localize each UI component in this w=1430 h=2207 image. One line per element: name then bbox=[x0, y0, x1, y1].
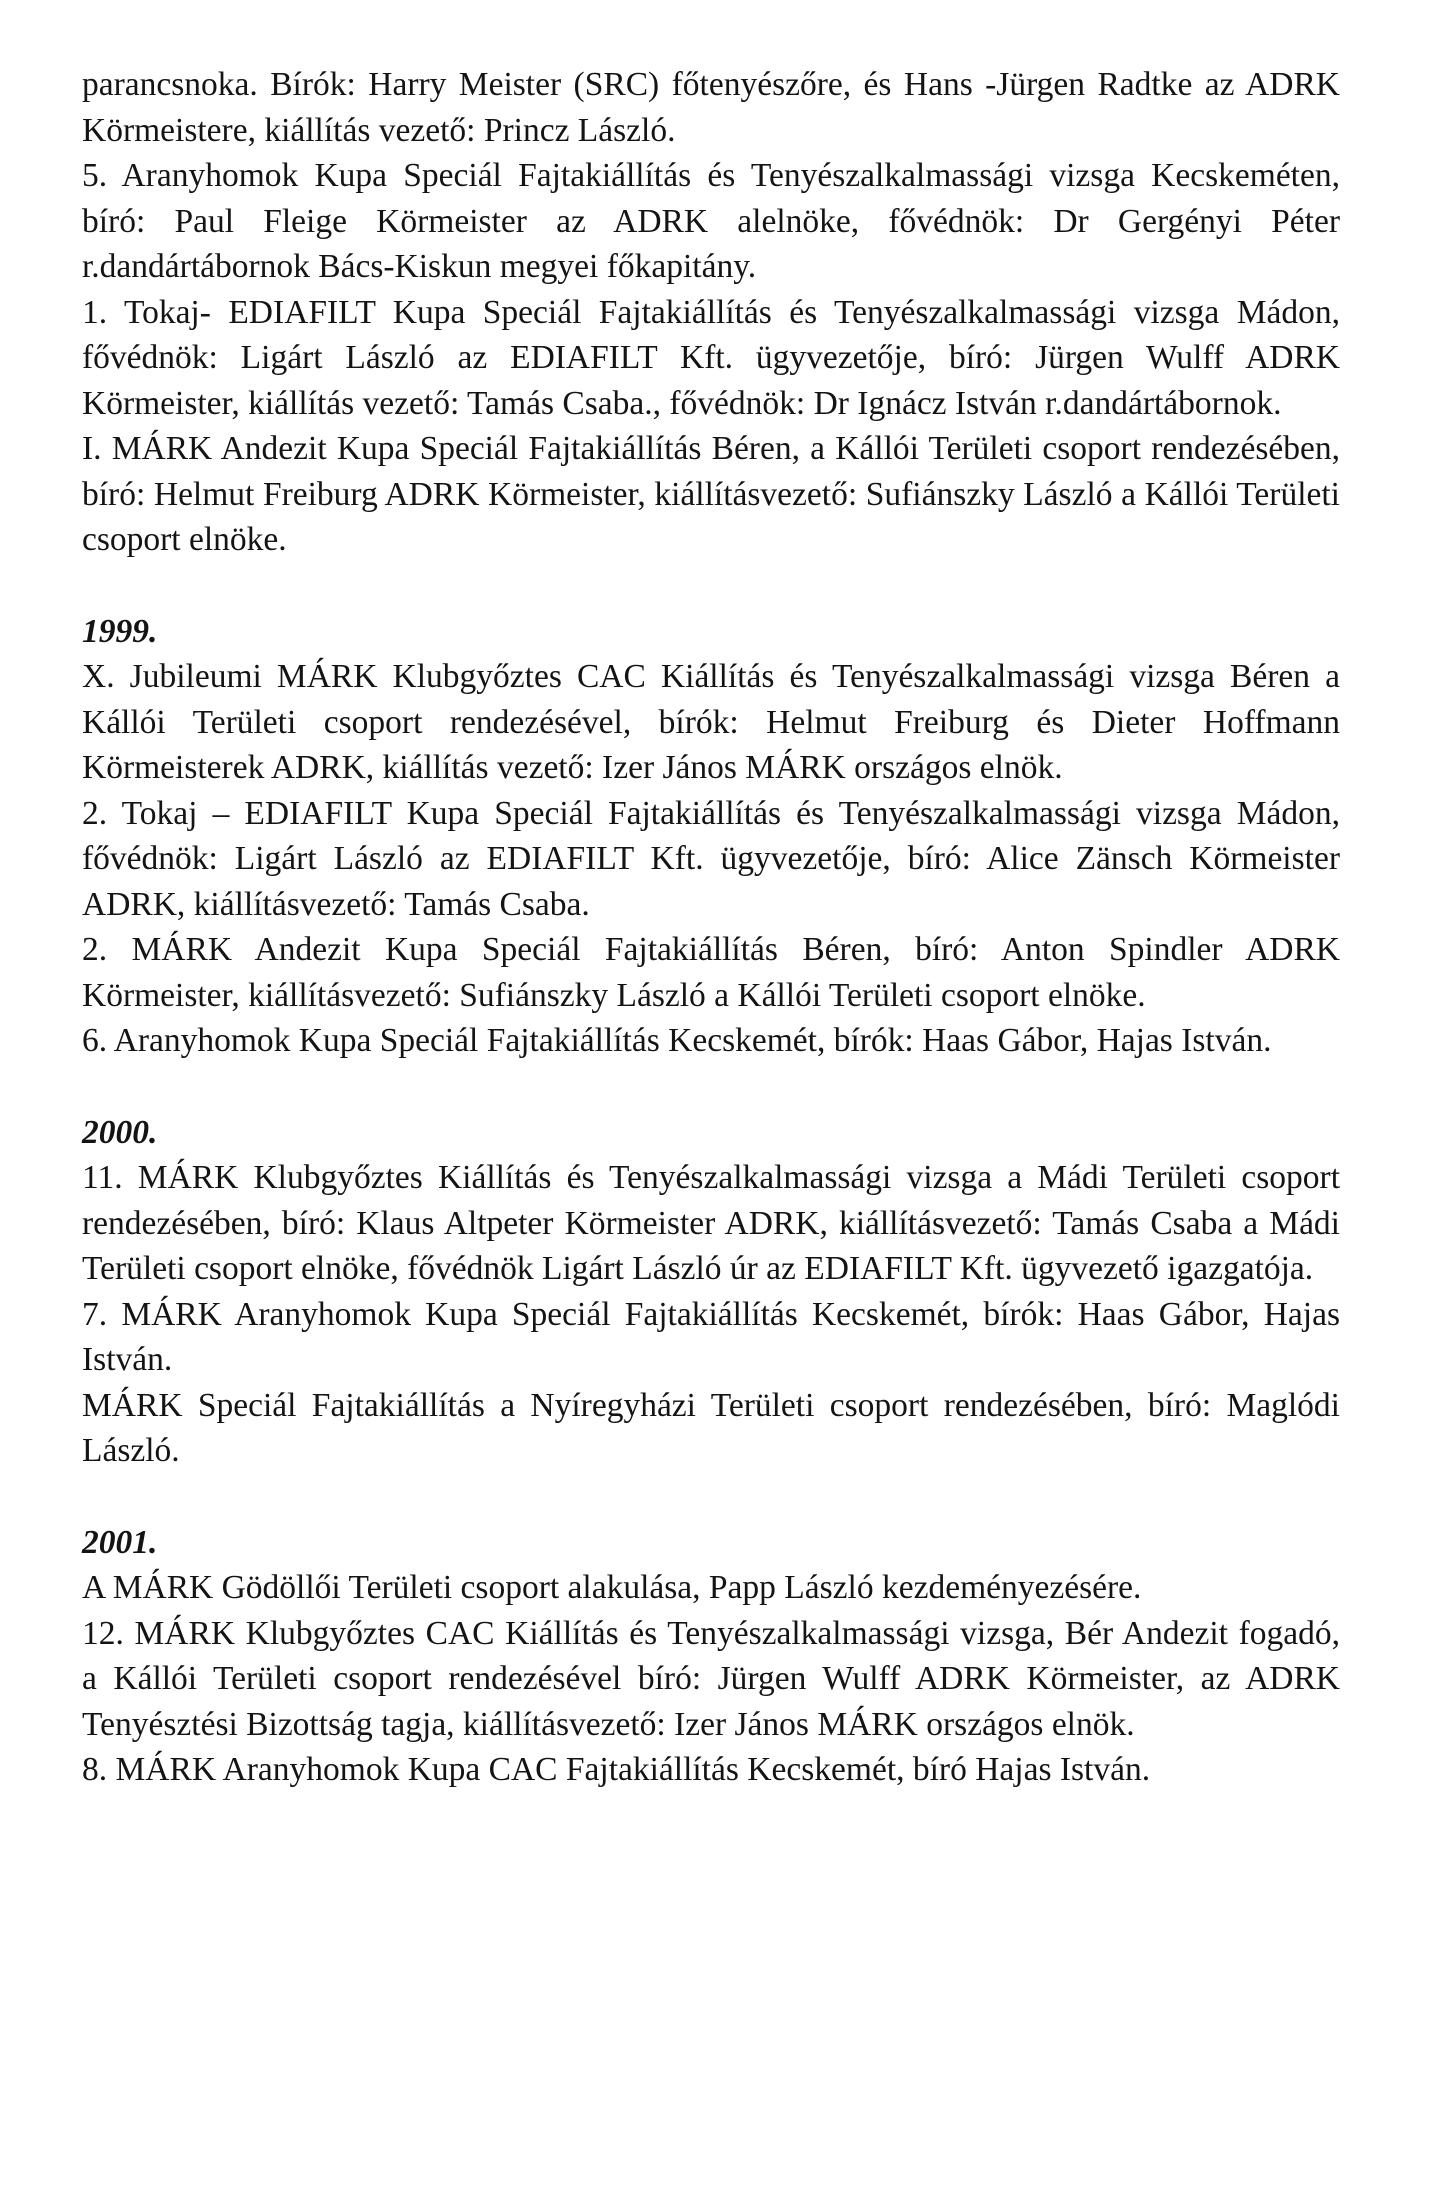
paragraph-klubgyoztes-12: 12. MÁRK Klubgyőztes CAC Kiállítás és Tenyészalkalmassági vizsga, Bér Andezit fogadó, a Kállói Területi csoport rendezésével bíró: Jürgen Wulff ADRK Körmeister, az ADRK Tenyésztési Bizottság tagja, kiállításvezető: Izer János MÁRK országos elnök. bbox=[82, 1614, 1340, 1743]
paragraph-nyiregyhazi: MÁRK Speciál Fajtakiállítás a Nyíregyházi Területi csoport rendezésében, bíró: Maglódi László. bbox=[82, 1386, 1340, 1469]
section-gap bbox=[82, 1474, 1340, 1520]
paragraph-radtke: parancsnoka. Bírók: Harry Meister (SRC) főtenyészőre, és Hans -Jürgen Radtke az ADRK Körmeistere, kiállítás vezető: Princz László. bbox=[82, 66, 1340, 149]
year-heading-1999: 1999. bbox=[82, 612, 158, 650]
paragraph-aranyhomok-8: 8. MÁRK Aranyhomok Kupa CAC Fajtakiállítás Kecskemét, bíró Hajas István. bbox=[82, 1751, 1151, 1788]
paragraph-jubileumi-x: X. Jubileumi MÁRK Klubgyőztes CAC Kiállítás és Tenyészalkalmassági vizsga Béren a Kállói Területi csoport rendezésével, bírók: Helmut Freiburg és Dieter Hoffmann Körmeisterek ADRK, kiállítás vezető: Izer János MÁRK országos elnök. bbox=[82, 658, 1340, 786]
paragraph-godolloi: A MÁRK Gödöllői Területi csoport alakulása, Papp László kezdeményezésére. bbox=[82, 1569, 1142, 1606]
document-page bbox=[82, 62, 1340, 1793]
paragraph-tokaj-2: 2. Tokaj – EDIAFILT Kupa Speciál Fajtakiállítás és Tenyészalkalmassági vizsga Mádon, fővédnök: Ligárt László az EDIAFILT Kft. ügyvezetője, bíró: Alice Zänsch Körmeister ADRK, kiállításvezető: Tamás Csaba. bbox=[82, 794, 1340, 923]
paragraph-andezit-1: I. MÁRK Andezit Kupa Speciál Fajtakiállítás Béren, a Kállói Területi csoport rendezésében, bíró: Helmut Freiburg ADRK Körmeister, kiállításvezető: Sufiánszky László a Kállói Területi csoport elnöke. bbox=[82, 430, 1340, 558]
year-heading-2001: 2001. bbox=[82, 1523, 158, 1561]
paragraph-aranyhomok-5: 5. Aranyhomok Kupa Speciál Fajtakiállítás és Tenyészalkalmassági vizsga Kecskeméten, bíró: Paul Fleige Körmeister az ADRK alelnöke, fővédnök: Dr Gergényi Péter r.dandártábornok Bács-Kiskun megyei főkapitány. bbox=[82, 157, 1340, 285]
paragraph-aranyhomok-6: 6. Aranyhomok Kupa Speciál Fajtakiállítás Kecskemét, bírók: Haas Gábor, Hajas István. bbox=[82, 1022, 1272, 1059]
paragraph-andezit-2: 2. MÁRK Andezit Kupa Speciál Fajtakiállítás Béren, bíró: Anton Spindler ADRK Körmeister, kiállításvezető: Sufiánszky László a Kállói Területi csoport elnöke. bbox=[82, 931, 1340, 1014]
paragraph-tokaj-1: 1. Tokaj- EDIAFILT Kupa Speciál Fajtakiállítás és Tenyészalkalmassági vizsga Mádon, fővédnök: Ligárt László az EDIAFILT Kft. ügyvezetője, bíró: Jürgen Wulff ADRK Körmeister, kiállítás vezető: Tamás Csaba., fővédnök: Dr Ignácz István r.dandártábornok. bbox=[82, 293, 1340, 422]
section-gap bbox=[82, 1064, 1340, 1110]
paragraph-aranyhomok-7: 7. MÁRK Aranyhomok Kupa Speciál Fajtakiállítás Kecskemét, bírók: Haas Gábor, Hajas István. bbox=[82, 1295, 1340, 1378]
year-heading-2000: 2000. bbox=[82, 1113, 158, 1151]
section-gap bbox=[82, 563, 1340, 609]
paragraph-klubgyoztes-11: 11. MÁRK Klubgyőztes Kiállítás és Tenyészalkalmassági vizsga a Mádi Területi csoport rendezésében, bíró: Klaus Altpeter Körmeister ADRK, kiállításvezető: Tamás Csaba a Mádi Területi csoport elnöke, fővédnök Ligárt László úr az EDIAFILT Kft. ügyvezető igazgatója. bbox=[82, 1159, 1340, 1287]
